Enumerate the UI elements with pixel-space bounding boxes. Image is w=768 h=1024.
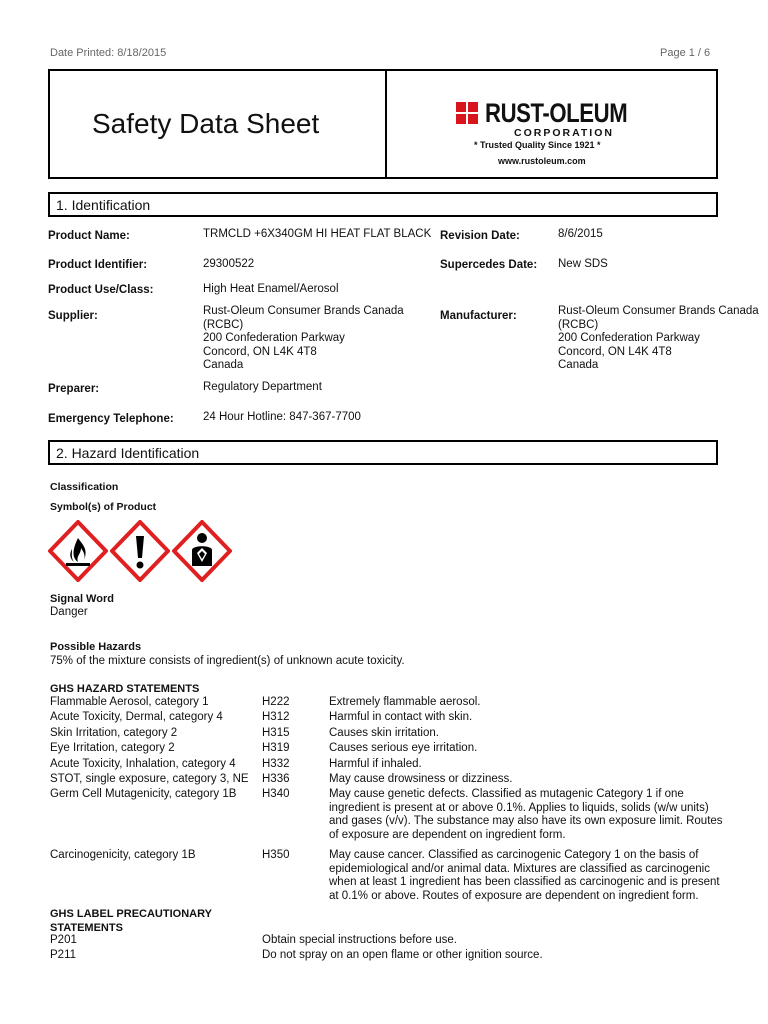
supplier-label: Supplier: — [48, 310, 98, 322]
precaution-text: Obtain special instructions before use. — [262, 934, 457, 946]
ghs-category: Flammable Aerosol, category 1 — [50, 696, 209, 708]
ghs-category: Acute Toxicity, Dermal, category 4 — [50, 711, 223, 724]
precaution-text: Do not spray on an open flame or other ignition source. — [262, 949, 543, 961]
ghs-code: H315 — [262, 726, 290, 739]
precaution-code: P201 — [50, 934, 77, 946]
section-2-header — [48, 440, 718, 465]
logo-brand: RUST-OLEUM — [485, 98, 628, 128]
exclamation-icon — [110, 520, 170, 582]
emergency-telephone-value: 24 Hour Hotline: 847-367-7700 — [203, 411, 361, 423]
page-number: Page 1 / 6 — [660, 47, 711, 59]
ghs-statement: Harmful in contact with skin. — [329, 711, 473, 724]
ghs-code: H222 — [262, 696, 290, 708]
ghs-category: STOT, single exposure, category 3, NE — [50, 773, 249, 785]
supercedes-date-label: Supercedes Date: — [440, 259, 538, 271]
page-title: Safety Data Sheet — [92, 108, 320, 139]
signal-word-label: Signal Word — [50, 593, 114, 605]
supplier-address: Rust-Oleum Consumer Brands Canada (RCBC) 200 Confederation Parkway Concord, ON L4K 4T8 Canada — [203, 305, 404, 371]
rustoleum-logo-icon — [456, 102, 478, 124]
manufacturer-label: Manufacturer: — [440, 310, 517, 322]
ghs-statement: May cause drowsiness or dizziness. — [329, 773, 513, 785]
ghs-code: H350 — [262, 849, 290, 862]
ghs-category: Acute Toxicity, Inhalation, category 4 — [50, 757, 236, 770]
ghs-category: Germ Cell Mutagenicity, category 1B — [50, 788, 237, 801]
revision-date-value: 8/6/2015 — [558, 228, 603, 240]
ghs-statement: Causes skin irritation. — [329, 726, 439, 739]
ghs-category: Carcinogenicity, category 1B — [50, 849, 196, 862]
section-1-header — [48, 192, 718, 217]
ghs-code: H319 — [262, 742, 290, 755]
preparer-label: Preparer: — [48, 383, 100, 395]
manufacturer-address: Rust-Oleum Consumer Brands Canada (RCBC) 200 Confederation Parkway Concord, ON L4K 4T8 Canada — [558, 305, 759, 371]
logo-url: www.rustoleum.com — [498, 156, 586, 166]
ghs-statement: May cause genetic defects. Classified as mutagenic Category 1 if one ingredient is present at or above 0.1%. Applies to liquids, solids (w/w units) and gases (v/v). The substance may also have its own exposure limit. Routes of exposure are dependent on ingredient form. — [329, 788, 723, 841]
ghs-statement: Causes serious eye irritation. — [329, 742, 478, 755]
date-printed: Date Printed: 8/18/2015 — [50, 47, 167, 59]
ghs-statement: Extremely flammable aerosol. — [329, 696, 481, 708]
product-name-label: Product Name: — [48, 230, 130, 242]
ghs-precaution-label-2: STATEMENTS — [50, 922, 123, 934]
ghs-category: Eye Irritation, category 2 — [50, 742, 175, 755]
supercedes-date-value: New SDS — [558, 258, 608, 270]
precaution-code: P211 — [50, 949, 77, 961]
logo-corporation: CORPORATION — [514, 127, 614, 139]
product-identifier-label: Product Identifier: — [48, 259, 148, 271]
ghs-precaution-label-1: GHS LABEL PRECAUTIONARY — [50, 908, 212, 920]
ghs-code: H312 — [262, 711, 290, 724]
classification-label: Classification — [50, 481, 119, 493]
product-use-value: High Heat Enamel/Aerosol — [203, 283, 339, 295]
logo-tagline: * Trusted Quality Since 1921 * — [474, 140, 601, 150]
product-use-label: Product Use/Class: — [48, 284, 154, 296]
ghs-code: H332 — [262, 757, 290, 770]
signal-word-value: Danger — [50, 606, 88, 618]
ghs-statement: May cause cancer. Classified as carcinogenic Category 1 on the basis of epidemiological and/or animal data. Mixtures are classified as carcinogenic when at least 1 ingredient has been classified as carcinogenic and is present at 0.1% or above. Routes of exposure are dependent on ingredient form. — [329, 849, 720, 902]
health-hazard-icon — [172, 520, 232, 582]
section-1-title: 1. Identification — [56, 197, 151, 213]
product-name-value: TRMCLD +6X340GM HI HEAT FLAT BLACK — [203, 228, 432, 240]
possible-hazards-value: 75% of the mixture consists of ingredient(s) of unknown acute toxicity. — [50, 655, 405, 667]
preparer-value: Regulatory Department — [203, 381, 322, 393]
symbols-label: Symbol(s) of Product — [50, 501, 157, 513]
product-identifier-value: 29300522 — [203, 258, 255, 270]
emergency-telephone-label: Emergency Telephone: — [48, 413, 174, 425]
ghs-hazard-statements-label: GHS HAZARD STATEMENTS — [50, 683, 200, 695]
ghs-statement: Harmful if inhaled. — [329, 757, 422, 770]
ghs-code: H336 — [262, 773, 290, 785]
section-2-title: 2. Hazard Identification — [56, 445, 200, 461]
ghs-code: H340 — [262, 788, 290, 801]
ghs-category: Skin Irritation, category 2 — [50, 726, 178, 739]
revision-date-label: Revision Date: — [440, 230, 520, 242]
flame-icon — [48, 520, 108, 582]
possible-hazards-label: Possible Hazards — [50, 641, 142, 653]
